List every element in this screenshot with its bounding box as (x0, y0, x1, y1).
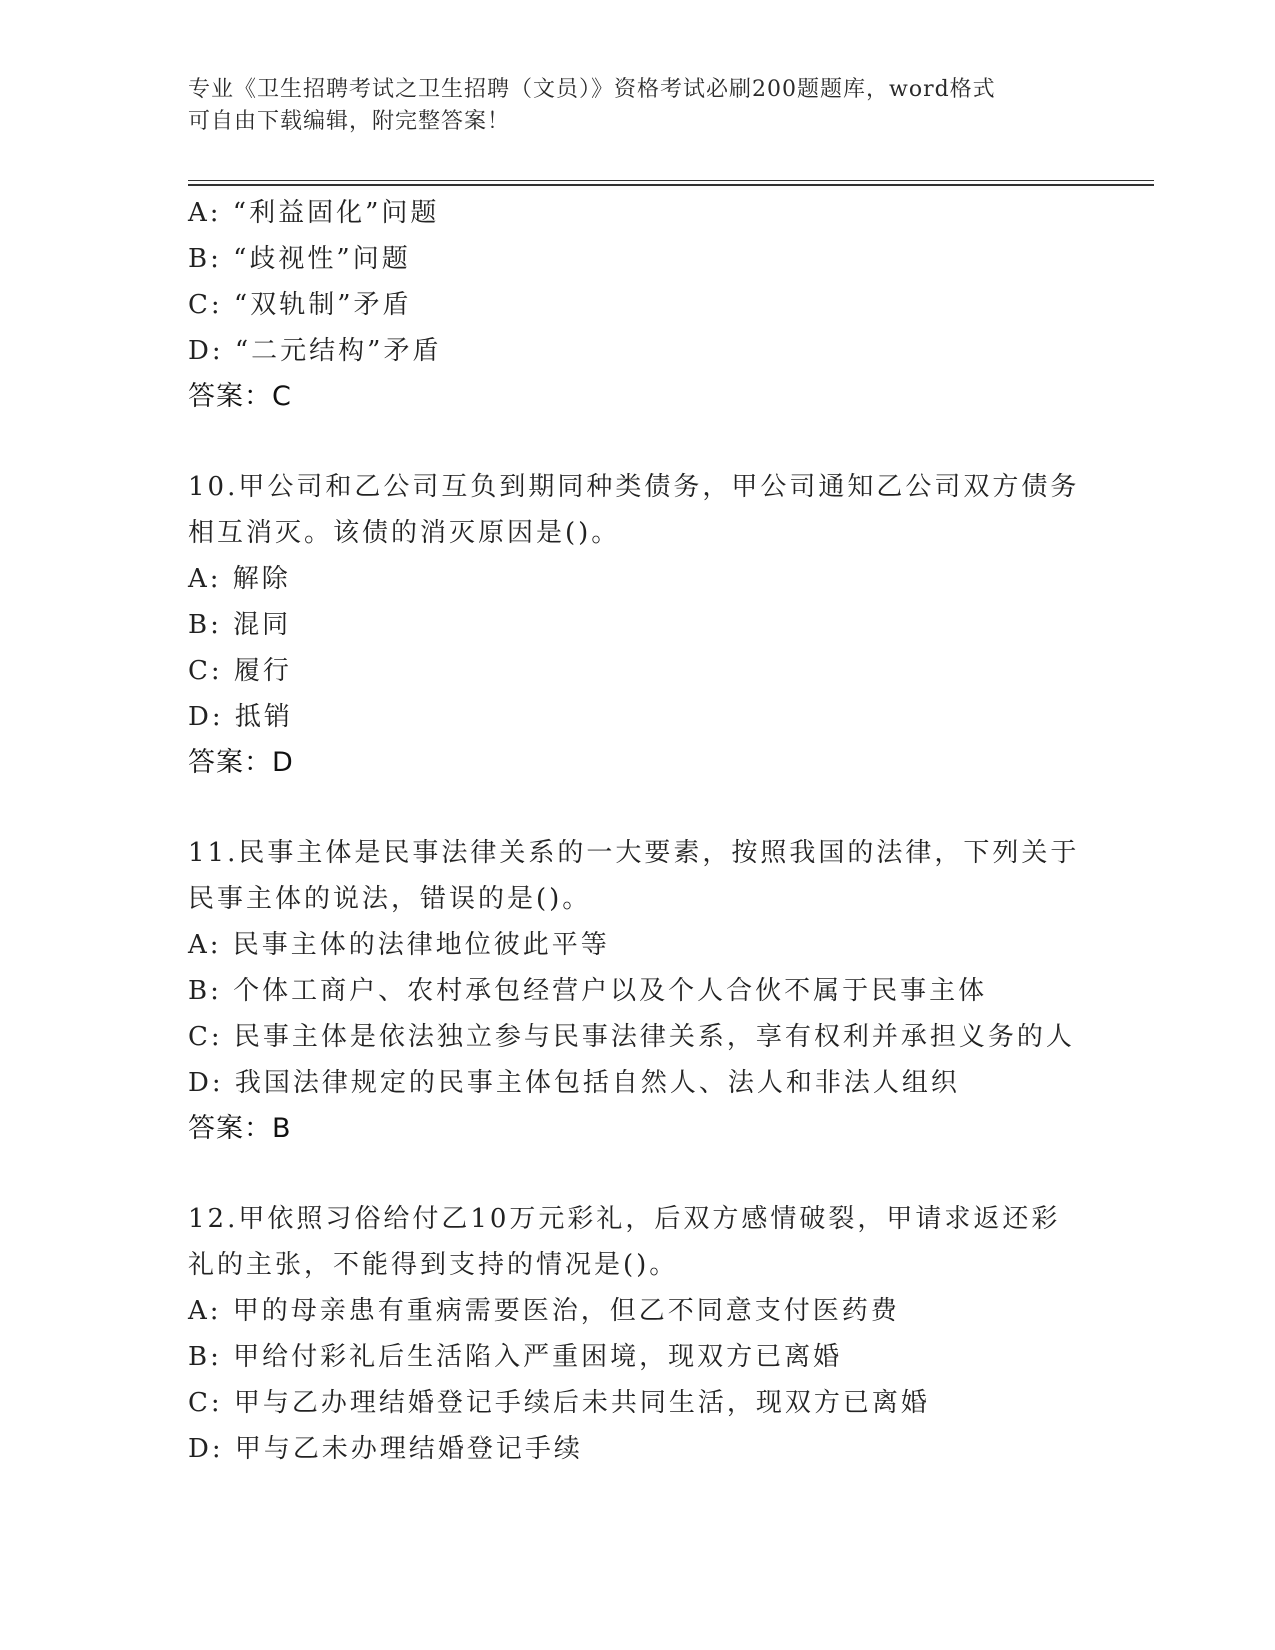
header-title-line-2: 可自由下载编辑，附完整答案！ (188, 109, 511, 134)
header-divider-thick (188, 184, 1154, 186)
question-12 (188, 1196, 1088, 1472)
question-stem-line-2: 相互消灭。该债的消灭原因是()。 (188, 518, 621, 548)
spacer (188, 1152, 1088, 1196)
header-divider-thin (188, 180, 1154, 181)
question-9-continued (188, 190, 1088, 420)
option-b: B: 甲给付彩礼后生活陷入严重困境，现双方已离婚 (188, 1342, 843, 1372)
option-b: B: “歧视性”问题 (188, 244, 411, 274)
option-a: A: “利益固化”问题 (188, 198, 440, 228)
option-d: D: 甲与乙未办理结婚登记手续 (188, 1434, 583, 1464)
answer-line: 答案：B (188, 1113, 292, 1144)
option-d: D: “二元结构”矛盾 (188, 336, 442, 366)
option-d: D: 抵销 (188, 702, 293, 732)
option-a: A: 甲的母亲患有重病需要医治，但乙不同意支付医药费 (188, 1296, 900, 1326)
option-b: B: 混同 (188, 610, 292, 640)
option-c: C: “双轨制”矛盾 (188, 290, 412, 320)
option-d: D: 我国法律规定的民事主体包括自然人、法人和非法人组织 (188, 1068, 960, 1098)
question-stem-line-1: 11.民事主体是民事法律关系的一大要素，按照我国的法律，下列关于 (188, 838, 1080, 868)
question-stem-line-1: 10.甲公司和乙公司互负到期同种类债务，甲公司通知乙公司双方债务 (188, 472, 1080, 502)
option-a: A: 民事主体的法律地位彼此平等 (188, 930, 610, 960)
question-11 (188, 830, 1088, 1152)
option-c: C: 履行 (188, 656, 292, 686)
question-list (188, 190, 1088, 1472)
question-10 (188, 464, 1088, 786)
option-c: C: 民事主体是依法独立参与民事法律关系，享有权利并承担义务的人 (188, 1022, 1075, 1052)
option-b: B: 个体工商户、农村承包经营户以及个人合伙不属于民事主体 (188, 976, 988, 1006)
question-stem-line-2: 民事主体的说法，错误的是()。 (188, 884, 592, 914)
header-title-line-1: 专业《卫生招聘考试之卫生招聘（文员）》资格考试必刷200题题库，word格式 (188, 77, 996, 102)
spacer (188, 786, 1088, 830)
document-header (188, 74, 1078, 138)
spacer (188, 420, 1088, 464)
question-stem-line-1: 12.甲依照习俗给付乙10万元彩礼，后双方感情破裂，甲请求返还彩 (188, 1204, 1061, 1234)
answer-line: 答案：C (188, 381, 292, 412)
option-a: A: 解除 (188, 564, 291, 594)
answer-line: 答案：D (188, 747, 294, 778)
option-c: C: 甲与乙办理结婚登记手续后未共同生活，现双方已离婚 (188, 1388, 930, 1418)
question-stem-line-2: 礼的主张，不能得到支持的情况是()。 (188, 1250, 679, 1280)
